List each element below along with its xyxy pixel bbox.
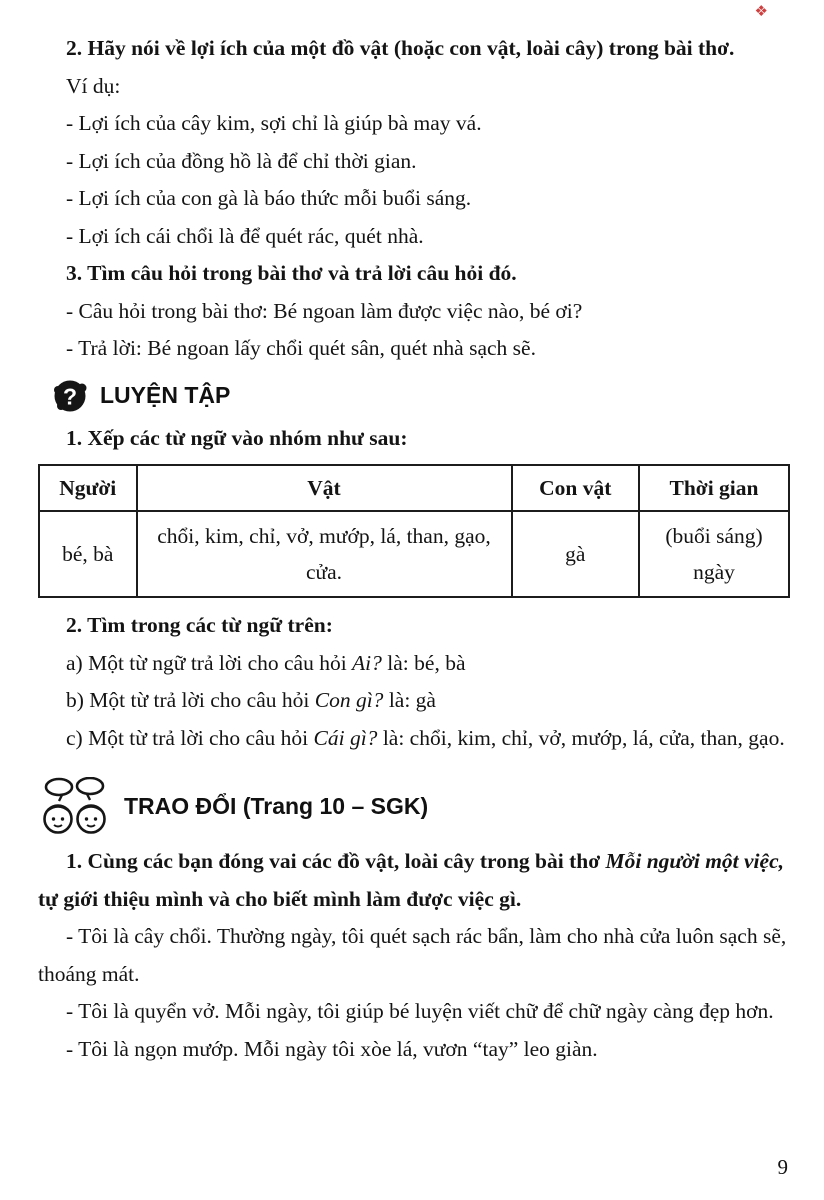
table-cell: (buổi sáng) ngày: [639, 511, 789, 597]
item-italic: Ai?: [352, 650, 382, 675]
task3-answer-line: - Trả lời: Bé ngoan lấy chổi quét sân, quét nhà sạch sẽ.: [66, 336, 536, 360]
item-text: là: bé, bà: [381, 650, 466, 675]
table-cell: chổi, kim, chỉ, vở, mướp, lá, than, gạo, cửa.: [137, 511, 512, 597]
task3-answer-line: - Câu hỏi trong bài thơ: Bé ngoan làm được việc nào, bé ơi?: [66, 298, 583, 323]
children-talking-icon: [38, 777, 112, 835]
item-text: c) Một từ trả lời cho câu hỏi: [66, 725, 314, 750]
item-italic: Con gì?: [314, 688, 384, 712]
discussion-task1-heading: [38, 843, 790, 918]
item-italic: Cái gì?: [313, 725, 378, 750]
task3-heading: 3. Tìm câu hỏi trong bài thơ và trả lời câu hỏi đó.: [66, 261, 517, 285]
svg-text:?: ?: [62, 383, 78, 409]
page-number: 9: [777, 1155, 788, 1179]
task2-heading: 2. Hãy nói về lợi ích của một đồ vật (hoặc con vật, loài cây) trong bài thơ.: [66, 36, 735, 60]
discussion-section-header: [38, 777, 790, 835]
discussion-section-title: TRAO ĐỔI (Trang 10 – SGK): [124, 792, 429, 819]
item-text: là: gà: [383, 688, 436, 712]
table-cell: gà: [512, 511, 640, 597]
task2-example-line: - Lợi ích của con gà là báo thức mỗi buổi sáng.: [66, 186, 472, 210]
column-header: Người: [39, 465, 137, 511]
practice-item-c: [38, 720, 790, 758]
item-text: là: chổi, kim, chỉ, vở, mướp, lá, cửa, than, gạo.: [377, 725, 785, 750]
practice-item-b: [38, 682, 790, 720]
task-text: 1. Cùng các bạn đóng vai các đồ vật, loài cây trong bài thơ: [66, 849, 606, 873]
practice-section-header: [52, 378, 790, 414]
word-groups-table: [38, 464, 790, 598]
column-header: Vật: [137, 465, 512, 511]
question-mark-badge-icon: [52, 378, 88, 414]
practice-task1-heading: 1. Xếp các từ ngữ vào nhóm như sau:: [66, 425, 408, 450]
discussion-line: - Tôi là cây chổi. Thường ngày, tôi quét sạch rác bẩn, làm cho nhà cửa luôn sạch sẽ, thoáng mát.: [38, 924, 787, 986]
task-italic: Mỗi người một việc,: [605, 849, 784, 873]
item-text: b) Một từ trả lời cho câu hỏi: [66, 688, 315, 712]
table-header-row: [39, 465, 789, 511]
task-text: tự giới thiệu mình và cho biết mình làm được việc gì.: [38, 886, 522, 911]
practice-task2-heading: 2. Tìm trong các từ ngữ trên:: [66, 613, 333, 637]
discussion-line: - Tôi là ngọn mướp. Mỗi ngày tôi xòe lá, vươn “tay” leo giàn.: [66, 1036, 598, 1061]
discussion-line: - Tôi là quyển vở. Mỗi ngày, tôi giúp bé luyện viết chữ để chữ ngày càng đẹp hơn.: [66, 999, 774, 1023]
table-row: [39, 511, 789, 597]
item-text: a) Một từ ngữ trả lời cho câu hỏi: [66, 650, 353, 675]
practice-section-title: LUYỆN TẬP: [100, 382, 231, 408]
table-cell: bé, bà: [39, 511, 137, 597]
task2-example-line: - Lợi ích của đồng hồ là để chỉ thời gian.: [66, 148, 417, 173]
practice-item-a: [38, 645, 790, 683]
task2-example-line: - Lợi ích cái chổi là để quét rác, quét nhà.: [66, 223, 424, 248]
column-header: Thời gian: [639, 465, 789, 511]
column-header: Con vật: [512, 465, 640, 511]
task2-example-label: Ví dụ:: [66, 73, 121, 98]
task2-example-line: - Lợi ích của cây kim, sợi chỉ là giúp bà may vá.: [66, 111, 482, 135]
red-corner-mark: ❖: [754, 2, 768, 20]
